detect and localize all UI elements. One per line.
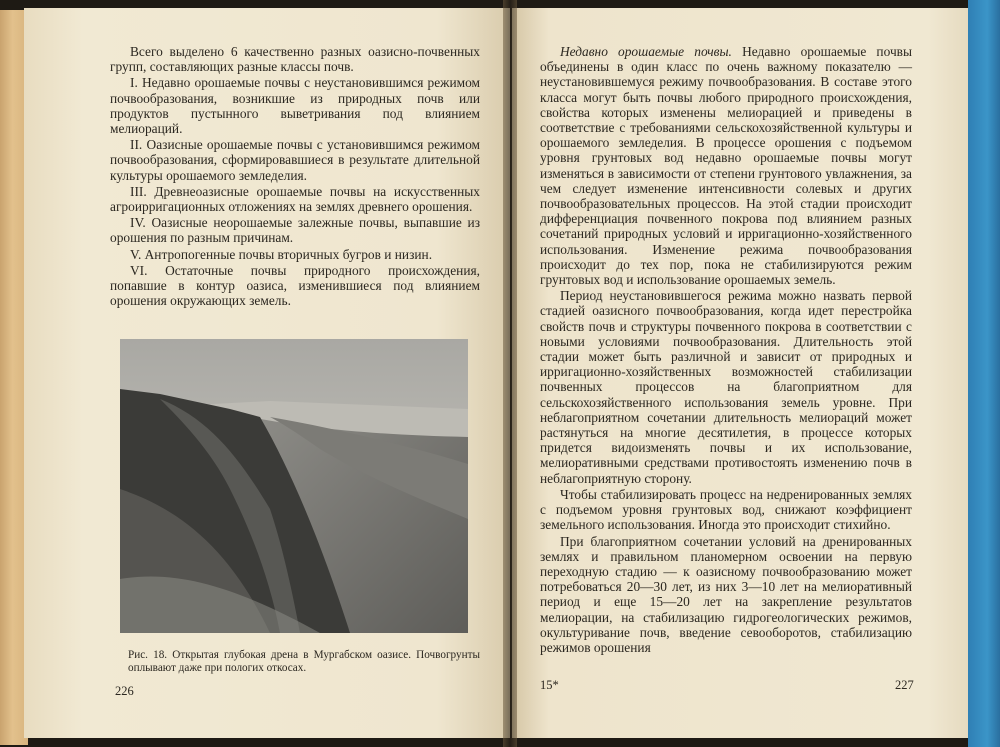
figure-caption: [128, 649, 480, 675]
book-cover-edge: [968, 0, 1000, 747]
section-heading: Недавно орошаемые почвы.: [560, 44, 732, 59]
right-paragraph: Период неустановившегося режима можно назвать первой стадией оазисного почвообразования, когда идет перестройка свойств почв и структуры почвенного покрова в соответствии с новыми условиями почвообразования. Длительность этой стадии может быть различной и зависит от природных и ирригационно-хозяйственных возможностей стабилизации почвенных процессов на благоприятном для сельскохозяйственного использования земель уровне. При неблагоприятном сочетании длительность мелиораций может растянуться на многие десятилетия, в процессе которых придется видоизменять почвы и их использование, мелиоративными средствами противостоять изменению почв в неблагоприятную сторону.: [540, 288, 912, 486]
left-paragraph: III. Древнеоазисные орошаемые почвы на искусственных агроирригационных отложениях на землях древнего орошения.: [110, 183, 480, 215]
left-paragraph: I. Недавно орошаемые почвы с неустановившимся режимом почвообразования, возникшие из природных почв или продуктов пустынного выветривания под влиянием мелиораций.: [110, 75, 480, 137]
left-paragraph: Всего выделено 6 качественно разных оазисно-почвенных групп, составляющих разные классы почв.: [110, 44, 480, 75]
signature-mark: 15*: [540, 678, 559, 692]
caption-text: Рис. 18. Открытая глубокая дрена в Мургабском оазисе. Почвогрунты оплывают даже при пологих откосах.: [128, 649, 480, 674]
left-paragraph: II. Оазисные орошаемые почвы с установившимся режимом почвообразования, сформировавшиеся в результате длительной культуры орошаемого земледелия.: [110, 137, 480, 183]
section-body: Недавно орошаемые почвы объединены в один класс по очень важному показателю — неустановившемуся режиму почвообразования. В составе этого класса могут быть почвы любого природного происхождения, свойства которых изменены мелиорацией и приведены в соответствие с требованиями сельскохозяйственной культуры и орошаемого земледелия. В процессе орошения с подъемом уровня грунтовых вод недавно орошаемые почвы могут изменяться в зависимости от степени грунтового увлажнения, за чем следует изменение интенсивности солевых и других почвообразовательных процессов. На этой стадии происходит дифференциация почвенного покрова под влиянием разных сочетаний природных условий и ирригационно-хозяйственного использования. Изменение режима почвообразования происходит до тех пор, пока не стабилизируются режим грунтовых вод и использование орошаемых земель.: [540, 44, 912, 288]
right-paragraph: Чтобы стабилизировать процесс на недренированных землях с подъемом уровня грунтовых вод, снижают коэффициент земельного использования. Иногда это происходит стихийно.: [540, 486, 912, 533]
left-page-text: [110, 44, 480, 308]
book-gutter: [503, 0, 517, 747]
left-paragraph: V. Антропогенные почвы вторичных бугров и низин.: [130, 246, 433, 262]
right-page-text: [540, 44, 912, 655]
page-number-right: 227: [895, 678, 914, 692]
left-paragraph: VI. Остаточные почвы природного происхождения, попавшие в контур оазиса, изменившиеся под влиянием орошения окружающих земель.: [110, 262, 480, 309]
left-paragraph: IV. Оазисные неорошаемые залежные почвы, выпавшие из орошения по разным причинам.: [110, 215, 480, 246]
page-number-left: 226: [115, 684, 134, 698]
right-paragraph: При благоприятном сочетании условий на дренированных землях и правильном планомерном освоении на первую переходную стадию — к оазисному почвообразованию может потребоваться 20—30 лет, из них 3—10 лет на мелиоративный период и еще 15—20 лет на закрепление результатов мелиорации, на стабилизацию гидрогеологических режимов, окультуривание почв, введение севооборотов, стабилизацию режимов орошения: [540, 533, 912, 655]
figure-photo: [120, 339, 468, 633]
drainage-canal-photo: [120, 339, 468, 633]
right-paragraph: [540, 44, 912, 287]
